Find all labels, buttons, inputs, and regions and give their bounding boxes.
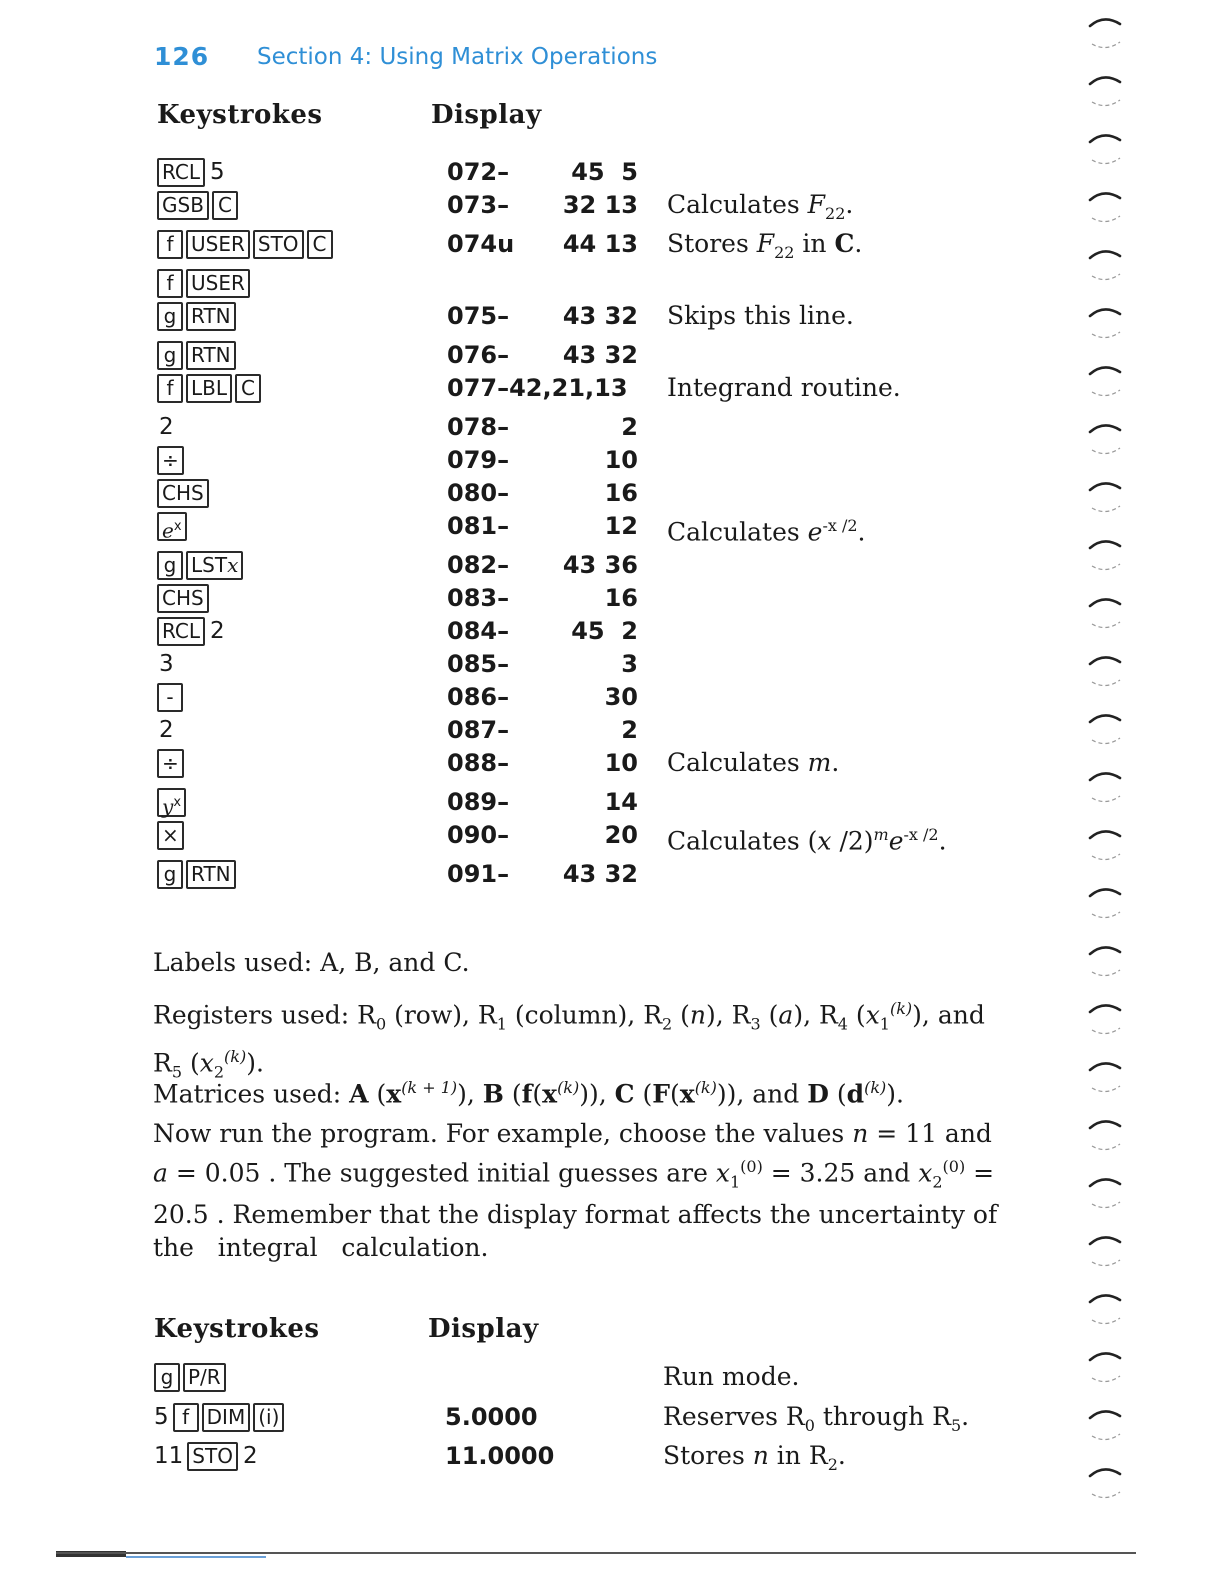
key-label: x [227,552,239,577]
key-label: x [173,518,182,534]
text: ( [847,1000,866,1030]
keystrokes [157,582,212,614]
text: ( [828,1079,847,1109]
text: ). [886,1079,904,1109]
digit: 11 [154,1443,184,1469]
comment: Run mode. [663,1362,800,1391]
digit: 2 [159,717,174,743]
comment-text: Calculates [667,748,808,777]
binding-ring-icon [1082,1404,1130,1444]
line-number: 087– [447,716,510,744]
binding-ring-icon [1082,1114,1130,1154]
var: a [153,1158,168,1188]
program-row [0,615,1224,648]
text: ( [672,1000,690,1030]
binding-ring-icon [1082,592,1130,632]
line-number: 075– [447,302,510,330]
comment-sub: 22 [825,204,846,223]
program-row [0,411,1224,444]
binding-ring-icon [1082,940,1130,980]
comment-text: . [854,229,863,258]
program-row [0,267,1224,300]
rcl-key: RCL [157,617,205,646]
sub: 4 [837,1014,848,1034]
digit: 2 [210,618,225,644]
sub: 3 [750,1014,761,1034]
key-code: 43 32 [562,302,638,330]
text: ), and [912,1000,985,1030]
text: Registers used: R [153,1000,376,1030]
sup: (0) [740,1157,763,1176]
key-code: 2 [621,413,638,441]
keystrokes [157,372,264,404]
line-number: 086– [447,683,510,711]
key-label: x [173,794,182,810]
f-key: f [157,269,183,298]
rtn-key: RTN [186,302,236,331]
digit: 5 [154,1404,169,1430]
var: n [689,1000,707,1030]
keystrokes [157,786,189,818]
comment-var: e [888,826,904,856]
comment-text: in R [768,1441,828,1470]
line-number: 074u [447,230,515,258]
line-number: 085– [447,650,510,678]
divide-key: ÷ [157,446,184,475]
keystrokes [157,714,178,746]
binding-ring-icon [1082,824,1130,864]
comment-text: /2) [831,826,874,856]
comment [663,1440,846,1472]
user-key: USER [186,230,250,259]
var: x [715,1158,730,1188]
text: ). [246,1048,264,1078]
binding-ring-icon [1082,1288,1130,1328]
comment-var: F [756,229,775,258]
text: ( [532,1079,543,1109]
program-row [0,582,1224,615]
text: = [965,1158,995,1188]
text: (column), R [506,1000,663,1030]
binding-ring-icon [1082,766,1130,806]
text: R [153,1048,172,1078]
keystrokes [157,510,190,542]
binding-ring-icon [1082,12,1130,52]
program-row [0,510,1224,547]
keystrokes [157,267,253,299]
lstx-key [186,551,243,580]
comment: Skips this line. [667,301,854,330]
ex-key [157,512,187,541]
f-key: f [157,374,183,403]
key-code: 43 32 [562,341,638,369]
key-label: y [162,794,174,819]
lbl-key: LBL [186,374,232,403]
sup: (0) [942,1157,966,1176]
program-row [0,228,1224,261]
run-row [0,1440,1224,1473]
pr-key: P/R [183,1363,226,1392]
comment-sub: 5 [950,1416,962,1435]
binding-ring-icon [1082,70,1130,110]
matrices-used [153,1071,998,1110]
keystrokes [157,444,187,476]
run-row [0,1361,1224,1394]
text: ( [760,1000,779,1030]
bold: D [807,1079,829,1109]
comment-text: . [857,517,866,547]
sub: 0 [375,1014,387,1034]
comment [667,510,866,547]
sup: (k) [224,1047,247,1067]
text: ( [368,1079,387,1109]
comment-var: m [807,748,832,777]
display-value: 5.0000 [445,1403,538,1431]
keystrokes [157,681,186,713]
comment-text: Stores [667,229,757,258]
text: ( [634,1079,653,1109]
comment-sup: -x /2 [822,516,858,535]
comment [663,1401,969,1433]
program-row [0,747,1224,780]
comment-text: in [794,229,835,258]
binding-ring-icon [1082,1056,1130,1096]
text: (row), R [386,1000,497,1030]
rtn-key: RTN [186,341,236,370]
comment-text: through R [814,1402,951,1431]
binding-ring-icon [1082,128,1130,168]
comment [667,228,862,260]
keystrokes [157,339,239,371]
key-code: 10 [604,446,638,474]
key-code: 16 [604,479,638,507]
text: Matrices used: [153,1079,350,1109]
binding-ring-icon [1082,708,1130,748]
key-code: 12 [604,512,638,540]
keystrokes [157,819,187,851]
keystrokes [157,411,178,443]
comment-text: Calculates [667,190,808,219]
run-paragraph [153,1117,998,1264]
comment: Integrand routine. [667,373,901,402]
chs-key: CHS [157,479,209,508]
text: )), [579,1079,615,1109]
keystrokes [157,747,187,779]
program-row [0,477,1224,510]
c-key: C [235,374,261,403]
bold: B [482,1079,504,1109]
line-number: 079– [447,446,510,474]
keystrokes [157,615,229,647]
page-bottom-accent [126,1556,266,1558]
key-code: 3 [621,650,638,678]
text: = 0.05 . The suggested initial guesses are [167,1158,716,1188]
program-row [0,819,1224,856]
key-code: 32 13 [562,191,638,219]
text: ), [457,1079,483,1109]
key-code: 10 [604,749,638,777]
binding-ring-icon [1082,1462,1130,1502]
line-number: 089– [447,788,510,816]
line-number: 088– [447,749,510,777]
program-row [0,372,1224,405]
key-code: 43 36 [562,551,638,579]
sup: (k) [694,1078,717,1097]
keystrokes [157,858,239,890]
run-row [0,1401,1224,1434]
labels-used: Labels used: A, B, and C. [153,948,470,977]
comment [667,819,947,856]
keystrokes [157,228,336,260]
bold: x [386,1079,402,1109]
keystrokes [157,300,239,332]
binding-ring-icon [1082,998,1130,1038]
comment-bold: C [834,229,855,258]
page-header [154,42,658,71]
binding-ring-icon [1082,360,1130,400]
text: ( [670,1079,680,1109]
comment-sup: m [873,825,889,844]
line-number: 080– [447,479,510,507]
key-code: 30 [604,683,638,711]
key-code: 14 [604,788,638,816]
f-key: f [173,1403,199,1432]
sup: (k) [889,999,913,1018]
line-number: 072– [447,158,510,186]
line-number: 078– [447,413,510,441]
sub: 5 [171,1062,183,1082]
comment-var: x [817,826,832,856]
sub: 1 [496,1014,507,1034]
g-key: g [157,551,183,580]
multiply-key: × [157,821,184,850]
comment-sub: 2 [827,1455,838,1474]
comment-text: . [837,1441,846,1470]
text: ), R [793,1000,838,1030]
sub: 2 [932,1172,943,1192]
c-key: C [212,191,238,220]
var: a [778,1000,794,1030]
binding-ring-icon [1082,534,1130,574]
text: 20.5 . Remember that the display format affects the uncertainty of [153,1200,998,1230]
binding-ring-icon [1082,186,1130,226]
line-number: 083– [447,584,510,612]
text: ( [182,1048,200,1078]
comment-sub: 22 [774,243,795,262]
bold: d [846,1079,865,1109]
g-key: g [157,302,183,331]
key-code: 45 5 [571,158,638,186]
minus-key: - [157,683,183,712]
digit: 2 [159,414,174,440]
program-row [0,156,1224,189]
g-key: g [157,341,183,370]
key-code: 2 [621,716,638,744]
keystrokes [157,648,178,680]
binding-ring-icon [1082,1230,1130,1270]
sup: (k + 1) [401,1078,458,1097]
text: )), and [716,1079,808,1109]
section-title: Section 4: Using Matrix Operations [257,44,658,70]
comment-text: Stores [663,1441,753,1470]
bold: A [349,1079,369,1109]
comment-text: Calculates [667,517,808,547]
binding-ring-icon [1082,418,1130,458]
display-heading-2: Display [428,1314,539,1344]
bold: C [614,1079,635,1109]
program-row [0,714,1224,747]
keystrokes [154,1440,262,1472]
c-key: C [307,230,333,259]
digit: 3 [159,651,174,677]
sub: 1 [879,1014,890,1034]
binding-ring-icon [1082,1346,1130,1386]
key-code: 43 32 [562,860,638,888]
comment-text: . [831,748,840,777]
program-row [0,858,1224,891]
f-key: f [157,230,183,259]
key-label: LST [191,552,228,577]
keystrokes [157,189,241,221]
program-row [0,189,1224,222]
binding-ring-icon [1082,302,1130,342]
text: Now run the program. For example, choose the values [153,1119,853,1148]
display-value: 11.0000 [445,1442,555,1470]
var: n [852,1119,869,1148]
comment-var: n [752,1441,769,1470]
var: x [865,1000,880,1030]
program-row [0,648,1224,681]
divide-key: ÷ [157,749,184,778]
bold: F [652,1079,671,1109]
line-number: 090– [447,821,510,849]
sub: 2 [662,1014,673,1034]
dim-key: DIM [202,1403,251,1432]
keystrokes [157,156,229,188]
text: = 3.25 and [762,1158,919,1188]
program-row [0,339,1224,372]
comment-text: . [845,190,854,219]
line-number: 081– [447,512,510,540]
binding-ring-icon [1082,1172,1130,1212]
var: x [918,1158,933,1188]
keystrokes [154,1361,229,1393]
digit: 5 [210,159,225,185]
keystrokes [157,549,246,581]
page-bottom-rule [56,1552,1136,1554]
sub: 1 [729,1172,741,1192]
text: ( [503,1079,522,1109]
binding-ring-icon [1082,650,1130,690]
program-row [0,681,1224,714]
user-key: USER [186,269,250,298]
program-row [0,549,1224,582]
i-key: (i) [253,1403,284,1432]
binding-ring-icon [1082,882,1130,922]
rcl-key: RCL [157,158,205,187]
chs-key: CHS [157,584,209,613]
text: the integral calculation. [153,1233,489,1263]
program-row [0,444,1224,477]
sup: (k) [557,1078,580,1097]
line-number: 077–42,21,13 [447,374,628,402]
text: = 11 and [868,1119,992,1148]
keystrokes-heading: Keystrokes [157,100,323,130]
comment [667,189,853,221]
comment [667,747,839,779]
line-number: 091– [447,860,510,888]
digit: 2 [242,1443,258,1469]
program-row [0,300,1224,333]
line-number: 076– [447,341,510,369]
key-code: 16 [604,584,638,612]
gsb-key: GSB [157,191,209,220]
rtn-key: RTN [186,860,236,889]
binding-ring-icon [1082,476,1130,516]
bold: x [542,1079,558,1109]
keystrokes [157,477,212,509]
var: x [199,1048,214,1078]
keystrokes [154,1401,287,1433]
comment-sup: -x /2 [903,825,939,844]
bold: f [521,1079,533,1109]
key-code: 20 [604,821,638,849]
sto-key: STO [187,1442,238,1471]
comment-text: . [961,1402,970,1431]
bold: x [679,1079,695,1109]
g-key: g [154,1363,180,1392]
keystrokes-heading-2: Keystrokes [154,1314,320,1344]
key-label: e [162,518,174,543]
comment-var: e [807,517,823,547]
page-number: 126 [154,42,210,71]
line-number: 073– [447,191,510,219]
binding-ring-icon [1082,244,1130,284]
sto-key: STO [253,230,304,259]
comment-text: Reserves R [663,1402,805,1431]
key-code: 45 2 [571,617,638,645]
yx-key [157,788,186,817]
program-row [0,786,1224,819]
sub: 2 [213,1062,225,1082]
line-number: 084– [447,617,510,645]
sup: (k) [864,1078,887,1097]
comment-text: Calculates ( [667,826,818,856]
comment-text: . [938,826,947,856]
text: ), R [706,1000,751,1030]
line-number: 082– [447,551,510,579]
comment-sub: 0 [804,1416,815,1435]
display-heading: Display [431,100,542,130]
key-code: 44 13 [562,230,638,258]
g-key: g [157,860,183,889]
comment-var: F [807,190,826,219]
